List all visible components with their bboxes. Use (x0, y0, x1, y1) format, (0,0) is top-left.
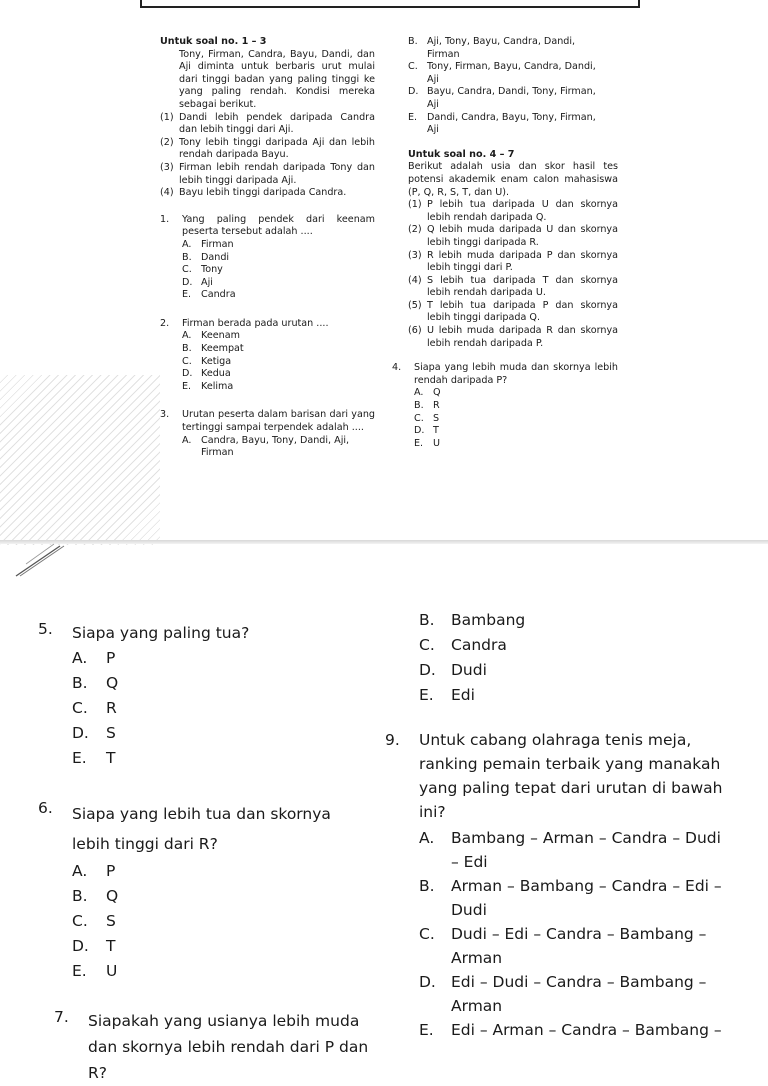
section-heading-1-3: Untuk soal no. 1 – 3 (160, 36, 267, 47)
answer-option[interactable]: C. S (414, 412, 440, 424)
question-2: 2. Firman berada pada urutan .... (160, 317, 329, 329)
answer-option[interactable]: E. Edi (419, 686, 475, 704)
question-4: 4. Siapa yang lebih muda dan skornya lebih rendah daripada P? (392, 362, 618, 386)
answer-option[interactable]: E. Kelima (182, 380, 234, 392)
question-6: 6. Siapa yang lebih tua dan skornya lebih tinggi dari R? (38, 799, 331, 853)
answer-option[interactable]: E. Dandi, Candra, Bayu, Tony, Firman, Aji (408, 111, 596, 136)
answer-option[interactable]: D. Bayu, Candra, Dandi, Tony, Firman, Aji (408, 86, 596, 110)
answer-option[interactable]: D. T (72, 937, 116, 955)
question-3-continued-options (408, 36, 618, 137)
answer-option[interactable]: E. U (414, 437, 441, 449)
answer-option[interactable]: A. Q (414, 387, 441, 399)
answer-option[interactable]: B. Aji, Tony, Bayu, Candra, Dandi, Firman (408, 36, 576, 60)
question-9: 9. Untuk cabang olahraga tenis meja, ranking pemain terbaik yang manakah yang paling tepat dari urutan di bawah ini? (385, 731, 723, 821)
lower-right-column (385, 608, 725, 1042)
answer-option[interactable]: C. R (72, 699, 117, 717)
answer-option[interactable]: B. Dandi (182, 251, 230, 263)
answer-option[interactable]: A. P (72, 862, 116, 880)
condition-item: (5) T lebih tua daripada P dan skornya lebih tinggi daripada Q. (408, 299, 618, 324)
answer-option[interactable]: C. Tony, Firman, Bayu, Candra, Dandi, Aji (408, 61, 596, 85)
answer-option[interactable]: E. Candra (182, 289, 236, 301)
answer-option[interactable]: D. Dudi (419, 661, 487, 679)
answer-option[interactable]: D. Edi – Dudi – Candra – Bambang – Arman (419, 973, 707, 1015)
condition-list-1-3 (160, 112, 375, 200)
condition-item: (3) R lebih muda daripada P dan skornya lebih tinggi dari P. (408, 249, 618, 274)
condition-item: (6) U lebih muda daripada R dan skornya lebih rendah daripada P. (408, 325, 618, 349)
condition-item: (1) P lebih tua daripada U dan skornya lebih rendah daripada Q. (408, 199, 618, 223)
answer-option[interactable]: A. Candra, Bayu, Tony, Dandi, Aji, Firman (182, 434, 350, 459)
condition-list-4-7 (408, 199, 618, 350)
answer-option[interactable]: B. Bambang (419, 611, 526, 629)
answer-option[interactable]: D. S (72, 724, 116, 742)
answer-option[interactable]: C. Tony (182, 264, 223, 276)
answer-option[interactable]: D. Aji (182, 276, 213, 288)
condition-item: (1) Dandi lebih pendek daripada Candra dan lebih tinggi dari Aji. (160, 111, 375, 136)
answer-option[interactable]: B. Q (72, 887, 119, 905)
section-intro-1-3: Tony, Firman, Candra, Bayu, Dandi, dan Aji diminta untuk berbaris urut mulai dari tinggi badan yang paling tinggi ke yang paling rendah. Kondisi mereka sebagai berikut. (179, 48, 375, 110)
condition-item: (4) Bayu lebih tinggi daripada Candra. (160, 187, 347, 199)
answer-option[interactable]: E. T (72, 749, 116, 767)
page-hatch-shadow (0, 375, 160, 545)
answer-option[interactable]: E. U (72, 962, 118, 980)
answer-option[interactable]: A. Firman (182, 238, 234, 250)
question-7: 7. Siapakah yang usianya lebih muda dan skornya lebih rendah dari P dan R? (54, 1008, 369, 1082)
condition-item: (2) Tony lebih tinggi daripada Aji dan lebih rendah daripada Bayu. (160, 136, 375, 161)
page-edge-divider (0, 540, 768, 544)
answer-option[interactable]: B. R (414, 400, 440, 412)
question-1: 1. Yang paling pendek dari keenam peserta tersebut adalah .... (160, 213, 375, 238)
answer-option[interactable]: B. Keempat (182, 343, 244, 355)
question-3: 3. Urutan peserta dalam barisan dari yang tertinggi sampai terpendek adalah .... (160, 409, 375, 434)
answer-option[interactable]: B. Arman – Bambang – Candra – Edi – Dudi (419, 877, 722, 919)
question-5: 5. Siapa yang paling tua? (38, 620, 250, 642)
answer-option[interactable]: E. Edi – Arman – Candra – Bambang – (419, 1021, 722, 1039)
condition-item: (4) S lebih tua daripada T dan skornya lebih rendah daripada U. (408, 274, 618, 299)
answer-option[interactable]: B. Q (72, 674, 119, 692)
answer-option[interactable]: C. Candra (419, 636, 507, 654)
lower-page (0, 560, 768, 1082)
answer-option[interactable]: C. S (72, 912, 116, 930)
section-intro-4-7: Berikut adalah usia dan skor hasil tes potensi akademik enam calon mahasiswa (P, Q, R, S, T, dan U). (408, 161, 618, 198)
answer-option[interactable]: D. Kedua (182, 368, 231, 380)
answer-option[interactable]: A. P (72, 649, 116, 667)
answer-option[interactable]: C. Dudi – Edi – Candra – Bambang – Arman (419, 925, 707, 967)
answer-option[interactable]: A. Keenam (182, 330, 240, 342)
condition-item: (2) Q lebih muda daripada U dan skornya lebih tinggi daripada R. (408, 224, 618, 248)
lower-left-column (38, 620, 373, 1086)
answer-option[interactable]: D. T (414, 425, 439, 437)
answer-option[interactable]: C. Ketiga (182, 355, 232, 367)
condition-item: (3) Firman lebih rendah daripada Tony dan lebih tinggi daripada Aji. (160, 161, 375, 186)
answer-option[interactable]: A. Bambang – Arman – Candra – Dudi – Edi (419, 829, 721, 871)
upper-right-column (392, 36, 618, 450)
upper-left-column (160, 36, 375, 460)
section-heading-4-7: Untuk soal no. 4 – 7 (408, 148, 515, 160)
